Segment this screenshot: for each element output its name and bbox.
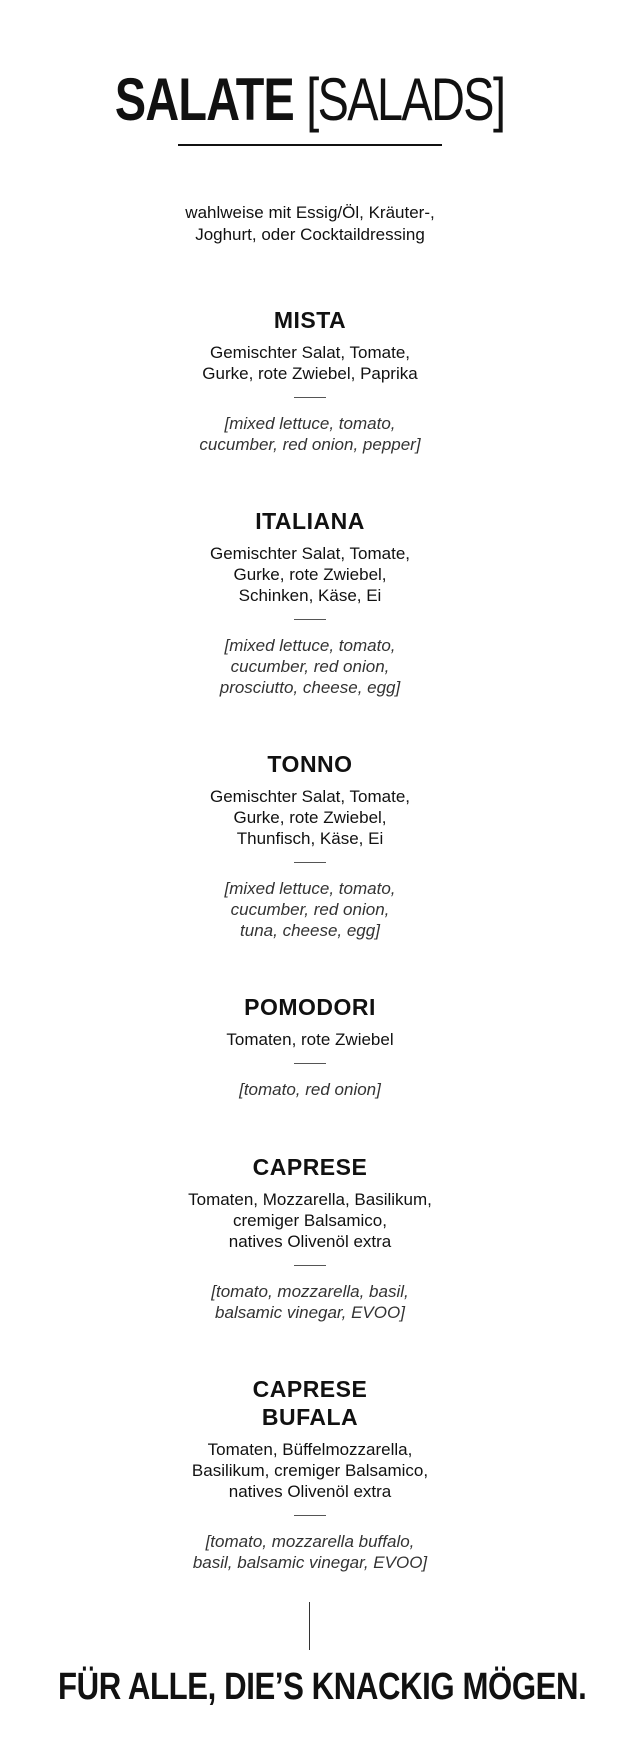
dish-italiana: [0, 507, 620, 698]
dish-name: [0, 1375, 620, 1431]
ingredients-de-line: Schinken, Käse, Ei: [238, 586, 382, 605]
title-german: SALATE: [115, 66, 295, 133]
ingredients-de-line: Gurke, rote Zwiebel, Paprika: [202, 364, 418, 383]
separator: [294, 862, 326, 863]
dish-name-line: TONNO: [267, 751, 353, 777]
dish-caprese: [0, 1153, 620, 1323]
ingredients-de-line: Basilikum, cremiger Balsamico,: [191, 1461, 429, 1480]
ingredients-en-line: tuna, cheese, egg]: [240, 921, 380, 940]
dish-name: [0, 507, 620, 535]
ingredients-en-line: [tomato, mozzarella buffalo,: [205, 1532, 415, 1551]
ingredients-en-line: basil, balsamic vinegar, EVOO]: [192, 1553, 428, 1572]
dish-name-line: BUFALA: [261, 1404, 359, 1430]
tagline-text: FÜR ALLE, DIE’S KNACKIG MÖGEN.: [57, 1666, 587, 1708]
dish-name: [0, 750, 620, 778]
ingredients-en-line: cucumber, red onion, pepper]: [199, 435, 421, 454]
dish-mista: [0, 306, 620, 455]
ingredients-de-line: Thunfisch, Käse, Ei: [236, 829, 384, 848]
dish-name-line: CAPRESE: [252, 1376, 368, 1402]
ingredients-de-line: Gurke, rote Zwiebel,: [233, 808, 387, 827]
ingredients-en-line: prosciutto, cheese, egg]: [219, 678, 401, 697]
separator: [294, 1515, 326, 1516]
ingredients-en-line: cucumber, red onion,: [230, 900, 390, 919]
dish-name: [0, 306, 620, 334]
footer-tagline: [0, 1668, 620, 1706]
ingredients-en-line: [mixed lettuce, tomato,: [224, 879, 396, 898]
dressing-note: [0, 202, 620, 246]
dish-tonno: [0, 750, 620, 941]
dish-ingredients-en: [0, 1079, 620, 1100]
ingredients-de-line: Tomaten, Büffelmozzarella,: [207, 1440, 413, 1459]
dish-ingredients-de: [0, 786, 620, 849]
separator: [294, 397, 326, 398]
dish-ingredients-en: [0, 1281, 620, 1323]
dish-ingredients-en: [0, 413, 620, 455]
separator: [294, 1265, 326, 1266]
dish-ingredients-de: [0, 342, 620, 384]
ingredients-de-line: Tomaten, Mozzarella, Basilikum,: [188, 1190, 432, 1209]
ingredients-en-line: [tomato, mozzarella, basil,: [211, 1282, 409, 1301]
title-underline: [178, 144, 442, 146]
ingredients-de-line: Gemischter Salat, Tomate,: [210, 544, 410, 563]
dish-ingredients-de: [0, 543, 620, 606]
dish-name: [0, 1153, 620, 1181]
ingredients-en-line: [mixed lettuce, tomato,: [224, 414, 396, 433]
dish-ingredients-de: [0, 1029, 620, 1050]
page-title: [0, 66, 620, 133]
ingredients-de-line: natives Olivenöl extra: [228, 1232, 392, 1251]
ingredients-en-line: [mixed lettuce, tomato,: [224, 636, 396, 655]
dish-ingredients-en: [0, 635, 620, 698]
ingredients-de-line: natives Olivenöl extra: [228, 1482, 392, 1501]
ingredients-de-line: cremiger Balsamico,: [233, 1211, 387, 1230]
dish-ingredients-de: [0, 1439, 620, 1502]
dish-caprese-bufala: [0, 1375, 620, 1573]
ingredients-en-line: cucumber, red onion,: [230, 657, 390, 676]
dish-name-line: POMODORI: [244, 994, 376, 1020]
dressing-note-line: Joghurt, oder Cocktaildressing: [195, 225, 425, 244]
dish-ingredients-en: [0, 1531, 620, 1573]
dish-pomodori: [0, 993, 620, 1100]
vertical-divider: [309, 1602, 310, 1650]
ingredients-de-line: Gemischter Salat, Tomate,: [210, 343, 410, 362]
dish-name-line: ITALIANA: [255, 508, 365, 534]
dish-name: [0, 993, 620, 1021]
dish-ingredients-en: [0, 878, 620, 941]
ingredients-en-line: balsamic vinegar, EVOO]: [215, 1303, 405, 1322]
ingredients-en-line: [tomato, red onion]: [239, 1080, 381, 1099]
separator: [294, 1063, 326, 1064]
ingredients-de-line: Tomaten, rote Zwiebel: [226, 1030, 394, 1049]
dressing-note-line: wahlweise mit Essig/Öl, Kräuter-,: [185, 203, 435, 222]
dish-ingredients-de: [0, 1189, 620, 1252]
separator: [294, 619, 326, 620]
title-english: [SALADS]: [306, 66, 505, 133]
dish-name-line: MISTA: [273, 307, 347, 333]
dish-name-line: CAPRESE: [252, 1154, 368, 1180]
ingredients-de-line: Gemischter Salat, Tomate,: [210, 787, 410, 806]
ingredients-de-line: Gurke, rote Zwiebel,: [233, 565, 387, 584]
